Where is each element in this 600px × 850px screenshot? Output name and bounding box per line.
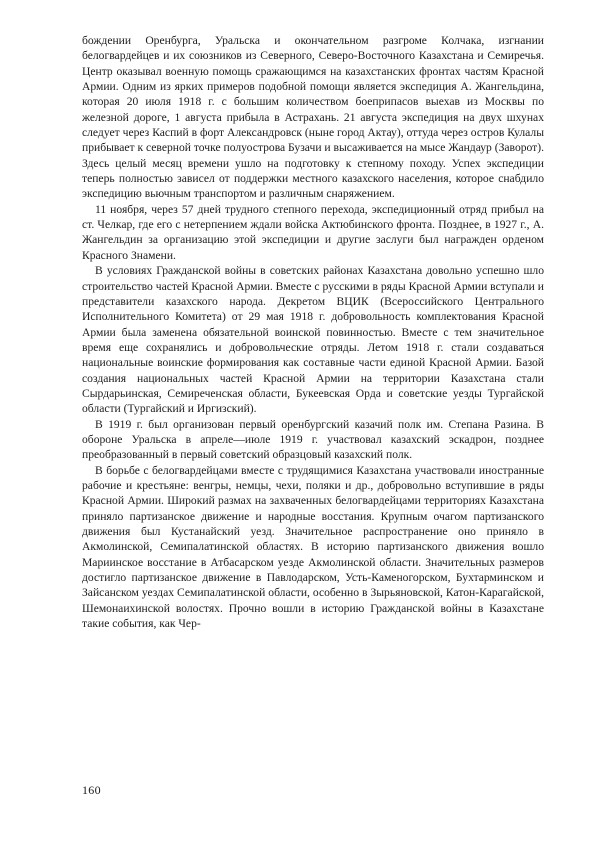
paragraph-4: В 1919 г. был организован первый оренбургский казачий полк им. Степана Разина. В обороне Уральска в апреле—июле 1919 г. участвовал казахский эскадрон, позднее преобразованный в первый советский образцовый казахский полк. <box>82 417 544 462</box>
paragraph-2: 11 ноября, через 57 дней трудного степного перехода, экспедиционный отряд прибыл на ст. Челкар, где его с нетерпением ждали войска Актюбинского фронта. Позднее, в 1927 г., А. Жангельдин за организацию этой экспедиции и другие заслуги был награжден орденом Красного Знамени. <box>82 202 544 262</box>
page-number: 160 <box>82 783 101 797</box>
paragraph-1: бождении Оренбурга, Уральска и окончательном разгроме Колчака, изгнании белогвардейцев и их союзников из Северного, Северо-Восточного Казахстана и Семиречья. Центр оказывал военную помощь сражающимся на казахстанских фронтах частям Красной Армии. Одним из ярких примеров подобной помощи является экспедиция А. Жангельдина, которая 20 июля 1918 г. с большим количеством боеприпасов выехав из Москвы по железной дороге, 1 августа прибыла в Астрахань. 21 августа экспедиция на двух шхунах следует через Каспий в форт Александровск (ныне город Актау), оттуда через остров Кулалы прибывает к северной точке полуострова Бузачи и высаживается на мысе Жандаур (Заворот). Здесь целый месяц времени ушло на подготовку к степному походу. Успех экспедиции теперь полностью зависел от поддержки местного казахского населения, которое снабдило экспедицию вьючным транспортом и различным снаряжением. <box>82 34 545 201</box>
page-body <box>82 33 544 813</box>
paragraph-3: В условиях Гражданской войны в советских районах Казахстана довольно успешно шло строительство частей Красной Армии. Вместе с русскими в ряды Красной Армии вступали и представители казахского народа. Декретом ВЦИК (Всероссийского Центрального Исполнительного Комитета) от 29 мая 1918 г. добровольность комплектования Красной Армии была заменена обязательной воинской повинностью. Вместе с тем значительное время еще сохранялись и добровольческие отряды. Летом 1918 г. стали создаваться национальные воинские формирования как составные части единой Красной Армии. Базой создания национальных частей Красной Армии на территории Казахстана стали Сырдарьинская, Семиреченская области, Букеевская Орда и советские уезды Тургайской области (Тургайский и Иргизский). <box>82 264 544 416</box>
paragraph-5: В борьбе с белогвардейцами вместе с трудящимися Казахстана участвовали иностранные рабочие и крестьяне: венгры, немцы, чехи, поляки и др., добровольно вступившие в ряды Красной Армии. Широкий размах на захваченных белогвардейцами территориях Казахстана приняло партизанское движение и народные восстания. Крупным очагом партизанского движения был Кустанайский уезд. Значительное распространение оно приняло в Акмолинской, Семипалатинской областях. В историю партизанского движения вошло Мариинское восстание в Атбасарском уезде Акмолинской области. Значительных размеров достигло партизанское движение в Павлодарском, Усть-Каменогорском, Бухтарминском и Зайсанском уездах Семипалатинской области, особенно в Зырьяновской, Катон-Карагайской, Шемонаихинской волостях. Прочно вошли в историю Гражданской войны в Казахстане такие события, как Чер- <box>82 463 544 631</box>
